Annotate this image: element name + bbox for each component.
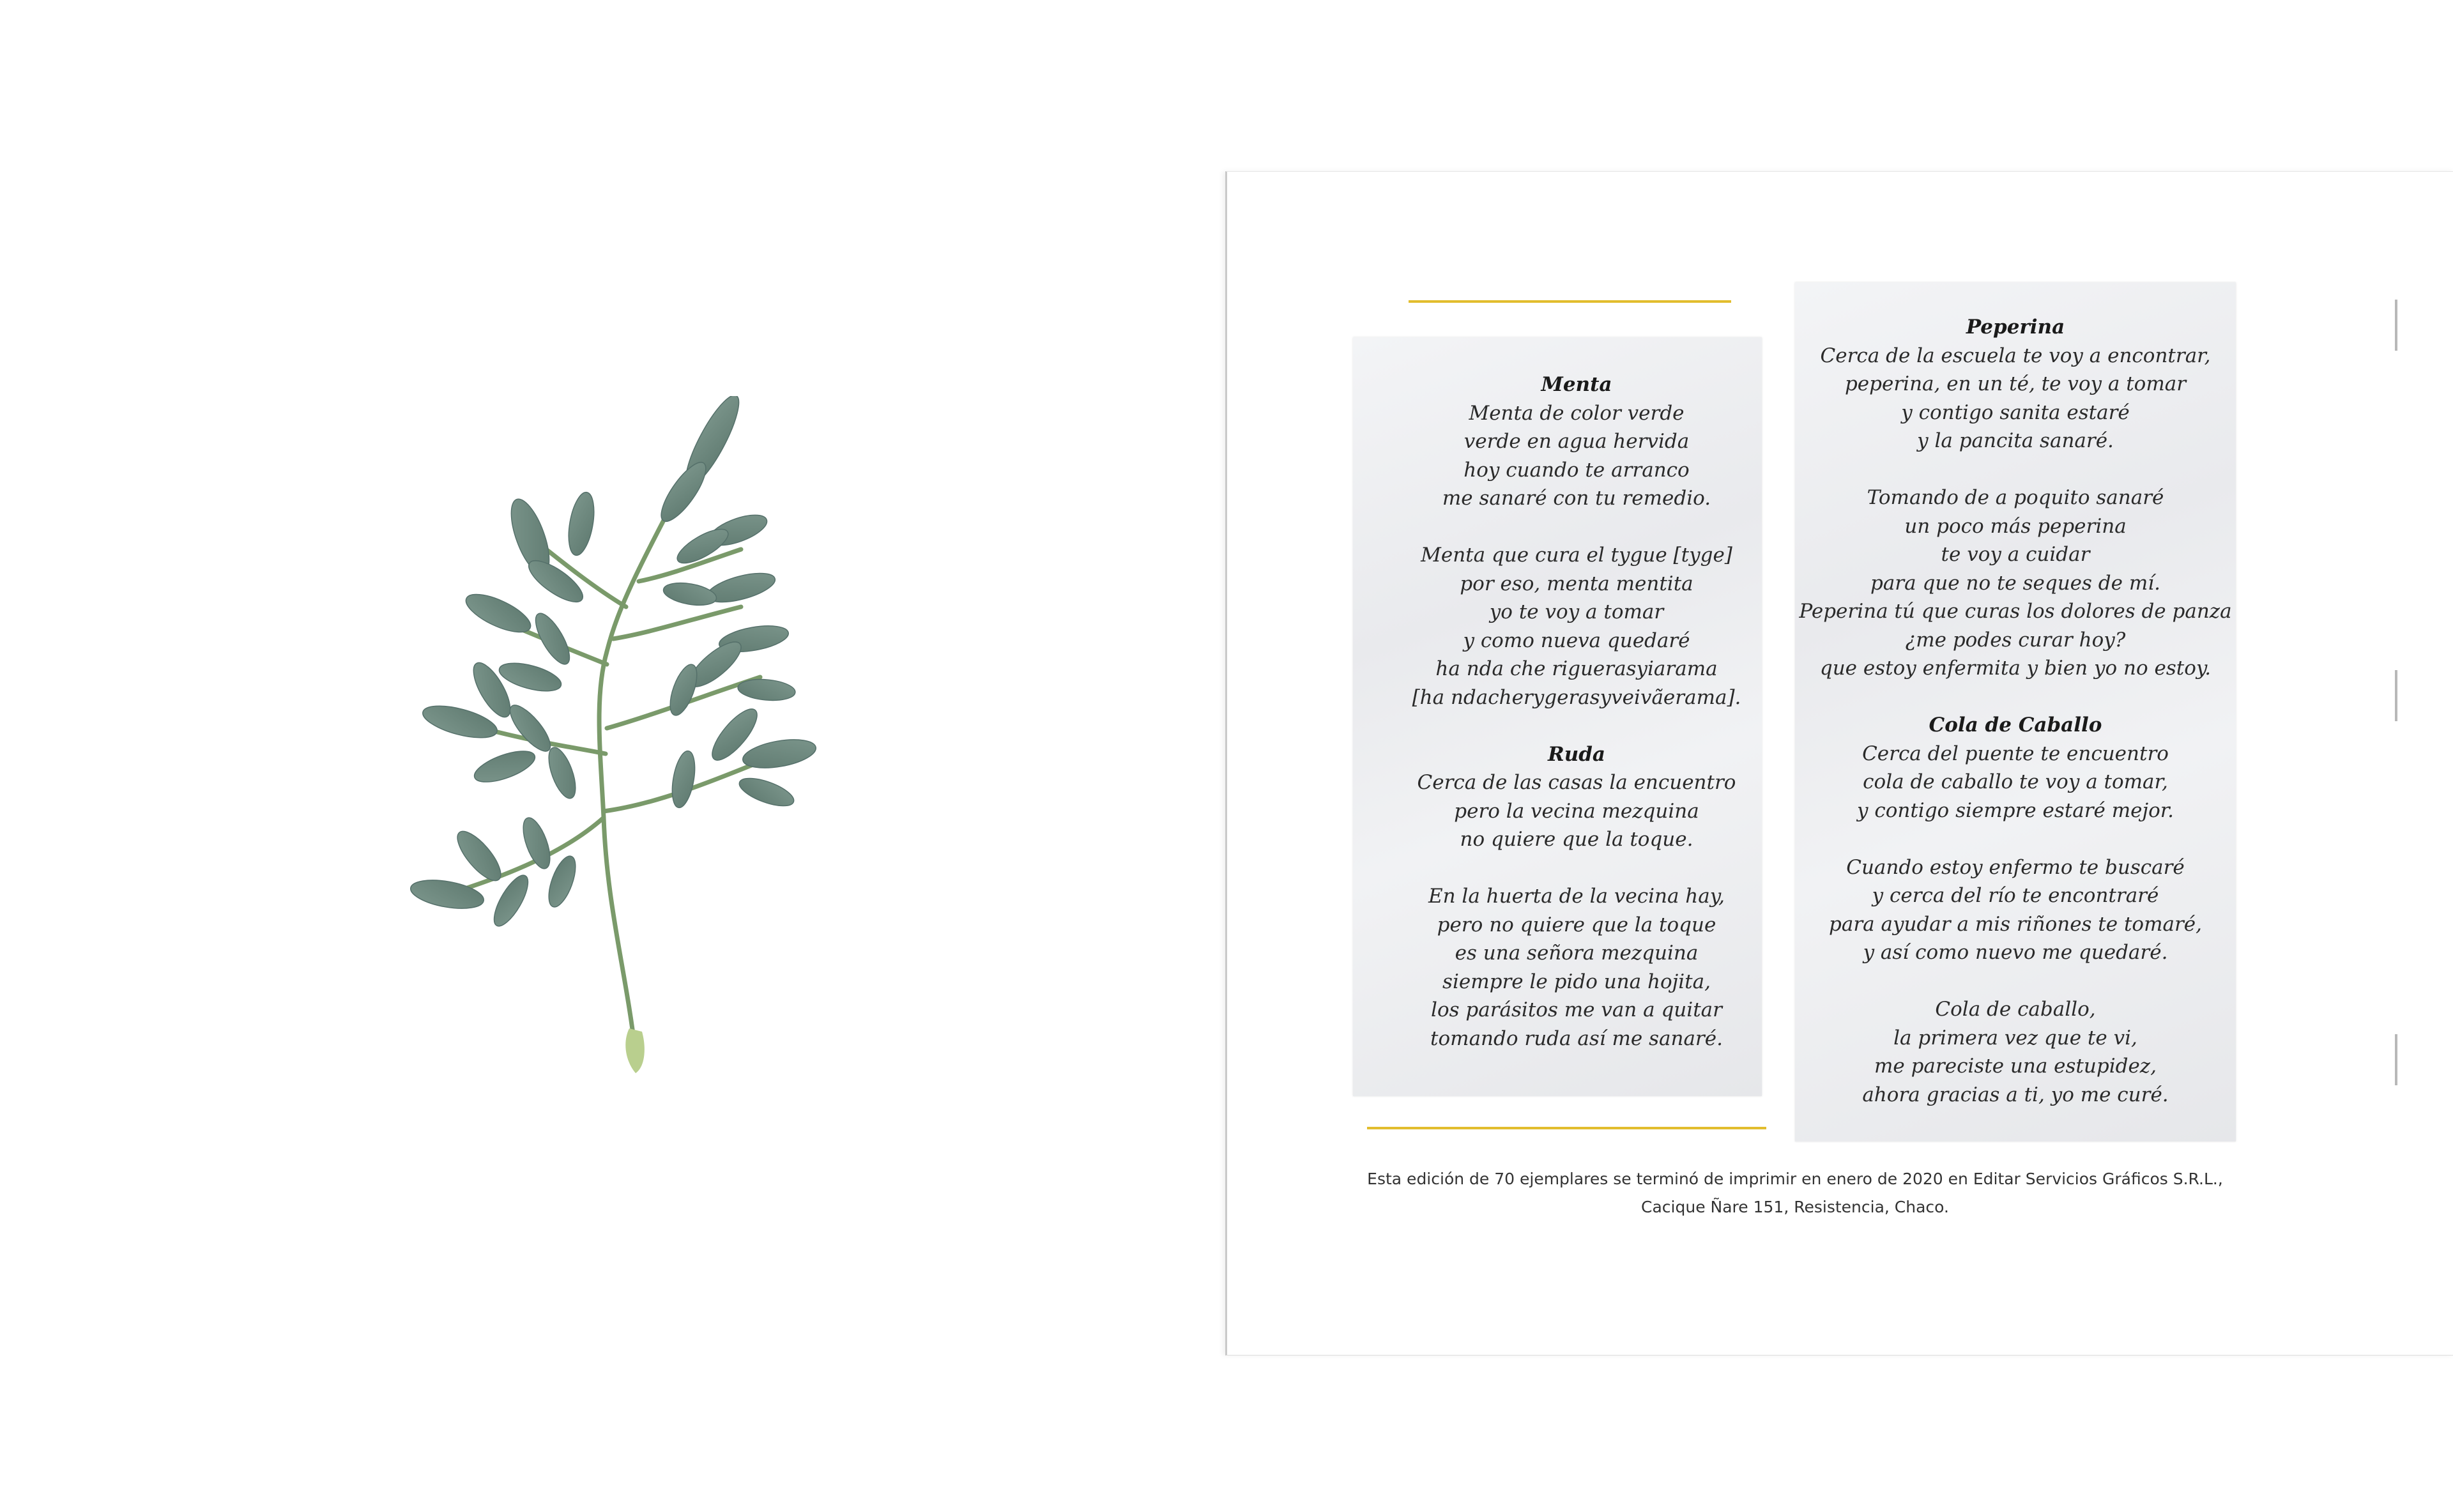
poem-line: me sanaré con tu remedio.: [1442, 487, 1711, 510]
poem-line: Menta que cura el tygue [tyge]: [1421, 544, 1732, 567]
binding-mark: [2395, 300, 2397, 351]
poem-line: Cola de caballo,: [1935, 998, 2096, 1021]
poem-line: ¿me podes curar hoy?: [1905, 628, 2126, 652]
poem-line: por eso, menta mentita: [1460, 572, 1693, 595]
accent-line-bottom: [1367, 1127, 1766, 1129]
poem-line: Peperina tú que curas los dolores de panza: [1799, 600, 2232, 623]
stanza-gap: [1353, 513, 1800, 542]
poem-line: ahora gracias a ti, yo me curé.: [1862, 1083, 2169, 1106]
poem-column-left: [1353, 370, 1800, 1053]
poem-title: Ruda: [1547, 742, 1606, 766]
binding-mark: [2395, 670, 2397, 721]
poem-line: y como nueva quedaré: [1463, 629, 1690, 652]
stanza-gap: [1789, 825, 2242, 853]
poem-line: la primera vez que te vi,: [1893, 1026, 2137, 1050]
poem-line: Tomando de a poquito sanaré: [1867, 486, 2164, 509]
poem-line: y contigo siempre estaré mejor.: [1856, 798, 2174, 822]
poem-title: Peperina: [1966, 316, 2065, 339]
poem-line: no quiere que la toque.: [1460, 828, 1693, 851]
poem-line: En la huerta de la vecina hay,: [1428, 885, 1725, 908]
poem-title: Cola de Caballo: [1929, 714, 2102, 737]
poem-line: para que no te seques de mí.: [1870, 571, 2160, 595]
poem-line: y la pancita sanaré.: [1917, 429, 2114, 452]
poem-line: Menta de color verde: [1469, 401, 1685, 425]
poem-line: [ha ndacherygerasyveivãerama].: [1412, 685, 1741, 709]
poem-line: te voy a cuidar: [1941, 543, 2090, 566]
poem-line: cola de caballo te voy a tomar,: [1863, 770, 2168, 793]
poem-line: Cerca del puente te encuentro: [1862, 742, 2169, 765]
poem-line: para ayudar a mis riñones te tomaré,: [1829, 912, 2202, 936]
poem-line: tomando ruda así me sanaré.: [1430, 1027, 1723, 1050]
poem-line: pero no quiere que la toque: [1437, 913, 1716, 936]
poem-line: siempre le pido una hojita,: [1442, 970, 1711, 993]
colophon: [1341, 1165, 2249, 1221]
stanza-gap: [1789, 683, 2242, 712]
poem-line: Cerca de la escuela te voy a encontrar,: [1820, 344, 2211, 367]
poem-line: pero la vecina mezquina: [1454, 799, 1699, 823]
rue-plant-icon: [383, 396, 830, 1124]
poem-line: verde en agua hervida: [1463, 430, 1690, 453]
binding-mark: [2395, 1034, 2397, 1085]
stanza-gap: [1353, 854, 1800, 883]
poem-line: hoy cuando te arranco: [1463, 458, 1690, 482]
stanza-gap: [1789, 967, 2242, 996]
poem-line: y cerca del río te encontraré: [1872, 884, 2159, 907]
poem-column-right: [1789, 313, 2242, 1109]
colophon-line: Cacique Ñare 151, Resistencia, Chaco.: [1641, 1198, 1949, 1216]
stanza-gap: [1789, 455, 2242, 484]
poem-line: es una señora mezquina: [1455, 942, 1699, 965]
poem-line: Cuando estoy enfermo te buscaré: [1846, 855, 2185, 879]
poem-line: peperina, en un té, te voy a tomar: [1844, 372, 2187, 395]
poem-line: me pareciste una estupidez,: [1874, 1055, 2157, 1078]
colophon-line: Esta edición de 70 ejemplares se terminó de imprimir en enero de 2020 en Editar Servicios Gráficos S.R.L.,: [1367, 1170, 2223, 1188]
poem-line: que estoy enfermita y bien yo no estoy.: [1819, 657, 2212, 680]
poem-line: los parásitos me van a quitar: [1431, 998, 1722, 1021]
poem-line: y contigo sanita estaré: [1901, 401, 2130, 424]
poem-line: ha nda che riguerasyiarama: [1435, 657, 1718, 680]
poem-title: Menta: [1541, 373, 1612, 396]
poem-line: yo te voy a tomar: [1489, 600, 1664, 623]
poem-line: Cerca de las casas la encuentro: [1417, 771, 1736, 794]
poem-line: un poco más peperina: [1904, 514, 2127, 538]
poem-line: y así como nuevo me quedaré.: [1863, 941, 2168, 964]
accent-line-top: [1409, 300, 1731, 303]
stanza-gap: [1353, 712, 1800, 740]
